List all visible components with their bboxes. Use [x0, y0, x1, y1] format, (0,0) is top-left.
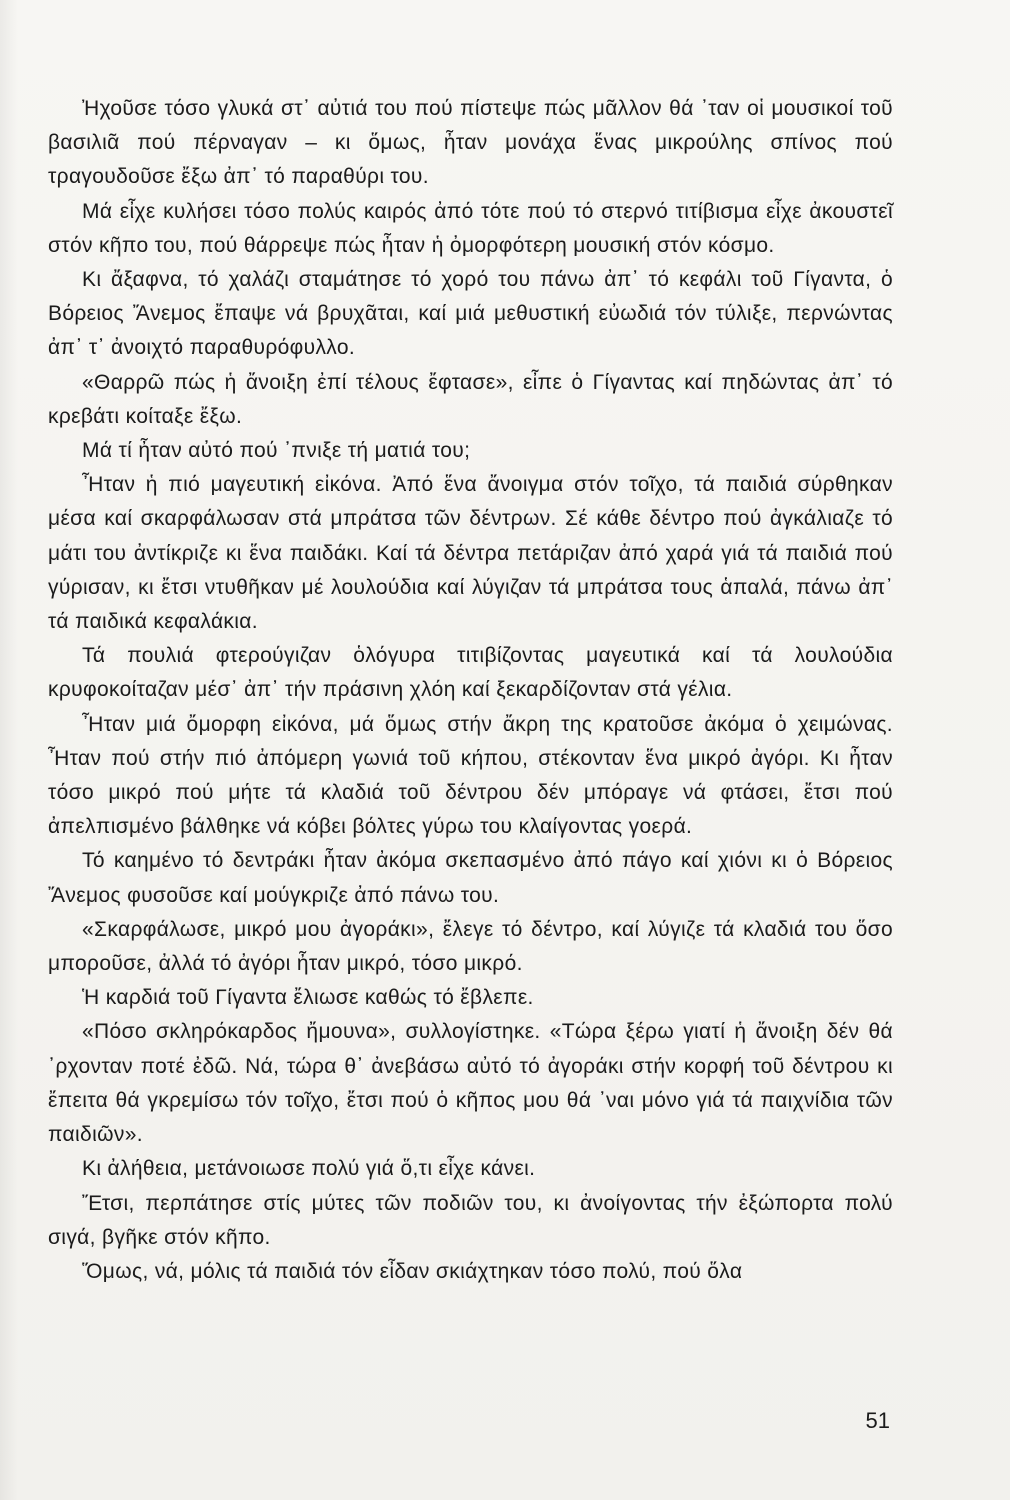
- paragraph: «Σκαρφάλωσε, μικρό μου ἀγοράκι», ἔλεγε τό δέντρο, καί λύγιζε τά κλαδιά του ὅσο μποροῦσε, ἀλλά τό ἀγόρι ἦταν μικρό, τόσο μικρό.: [48, 917, 893, 976]
- paragraph: Ἦταν μιά ὄμορφη εἰκόνα, μά ὅμως στήν ἄκρη της κρατοῦσε ἀκόμα ὁ χειμώνας. Ἦταν πού στήν πιό ἀπόμερη γωνιά τοῦ κήπου, στέκονταν ἕνα μικρό ἀγόρι. Κι ἦταν τόσο μικρό πού μήτε τά κλαδιά τοῦ δέντρου δέν μπόραγε νά φτάσει, ἔτσι πού ἀπελπισμένο βάλθηκε νά κόβει βόλτες γύρω του κλαίγοντας γοερά.: [48, 712, 893, 839]
- paragraph: Κι ἀλήθεια, μετάνοιωσε πολύ γιά ὅ,τι εἶχε κάνει.: [82, 1157, 536, 1181]
- paragraph: Τά πουλιά φτερούγιζαν ὁλόγυρα τιτιβίζοντας μαγευτικά καί τά λουλούδια κρυφοκοίταζαν μέσ᾽ ἀπ᾽ τήν πράσινη χλόη καί ξεκαρδίζονταν στά γέλια.: [48, 644, 893, 702]
- paragraph: Μά εἶχε κυλήσει τόσο πολύς καιρός ἀπό τότε πού τό στερνό τιτίβισμα εἶχε ἀκουστεῖ στόν κῆπο του, πού θάρρεψε πώς ἦταν ἡ ὀμορφότερη μουσική στόν κόσμο.: [48, 199, 893, 257]
- paragraph: Τό καημένο τό δεντράκι ἦταν ἀκόμα σκεπασμένο ἀπό πάγο καί χιόνι κι ὁ Βόρειος Ἄνεμος φυσοῦσε καί μούγκριζε ἀπό πάνω του.: [48, 849, 893, 907]
- paragraph: Ἦταν ἡ πιό μαγευτική εἰκόνα. Ἀπό ἕνα ἄνοιγμα στόν τοῖχο, τά παιδιά σύρθηκαν μέσα καί σκαρφάλωσαν στά μπράτσα τῶν δέντρων. Σέ κάθε δέντρο πού ἀγκάλιαζε τό μάτι του ἀντίκριζε κι ἕνα παιδάκι. Καί τά δέντρα πετάριζαν ἀπό χαρά γιά τά παιδιά πού γύρισαν, κι ἔτσι ντυθῆκαν μέ λουλούδια καί λύγιζαν τά μπράτσα τους ἁπαλά, πάνω ἀπ᾽ τά παιδικά κεφαλάκια.: [48, 473, 893, 634]
- paragraph: Ἠχοῦσε τόσο γλυκά στ᾽ αὐτιά του πού πίστεψε πώς μᾶλλον θά ᾽ταν οἱ μουσικοί τοῦ βασιλιᾶ πού πέρναγαν – κι ὅμως, ἦταν μονάχα ἕνας μικρούλης σπίνος πού τραγουδοῦσε ἔξω ἀπ᾽ τό παραθύρι του.: [48, 97, 893, 189]
- paragraph: «Πόσο σκληρόκαρδος ἤμουνα», συλλογίστηκε. «Τώρα ξέρω γιατί ἡ ἄνοιξη δέν θά ᾽ρχονταν ποτέ ἐδῶ. Νά, τώρα θ᾽ ἀνεβάσω αὐτό τό ἀγοράκι στήν κορφή τοῦ δέντρου κι ἔπειτα θά γκρεμίσω τόν τοῖχο, ἔτσι πού ὁ κῆπος μου θά ᾽ναι μόνο γιά τά παιχνίδια τῶν παιδιῶν».: [48, 1020, 893, 1147]
- page-number: 51: [865, 1408, 890, 1433]
- paragraph: Κι ἄξαφνα, τό χαλάζι σταμάτησε τό χορό του πάνω ἀπ᾽ τό κεφάλι τοῦ Γίγαντα, ὁ Βόρειος Ἄνεμος ἔπαψε νά βρυχᾶται, καί μιά μεθυστική εὐωδιά τόν τύλιξε, περνώντας ἀπ᾽ τ᾽ ἀνοιχτό παραθυρόφυλλο.: [48, 268, 893, 360]
- paragraph: Ὅμως, νά, μόλις τά παιδιά τόν εἶδαν σκιάχτηκαν τόσο πολύ, πού ὅλα: [82, 1259, 743, 1283]
- body-text: [48, 92, 893, 1289]
- paragraph: Ἔτσι, περπάτησε στίς μύτες τῶν ποδιῶν του, κι ἀνοίγοντας τήν ἐξώπορτα πολύ σιγά, βγῆκε στόν κῆπο.: [48, 1191, 893, 1249]
- paragraph: Μά τί ἦταν αὐτό πού ᾽πνιξε τή ματιά του;: [82, 439, 471, 463]
- paragraph: «Θαρρῶ πώς ἡ ἄνοιξη ἐπί τέλους ἔφτασε», εἶπε ὁ Γίγαντας καί πηδώντας ἀπ᾽ τό κρεβάτι κοίταξε ἔξω.: [48, 370, 893, 428]
- paragraph: Ἡ καρδιά τοῦ Γίγαντα ἔλιωσε καθώς τό ἔβλεπε.: [82, 986, 534, 1010]
